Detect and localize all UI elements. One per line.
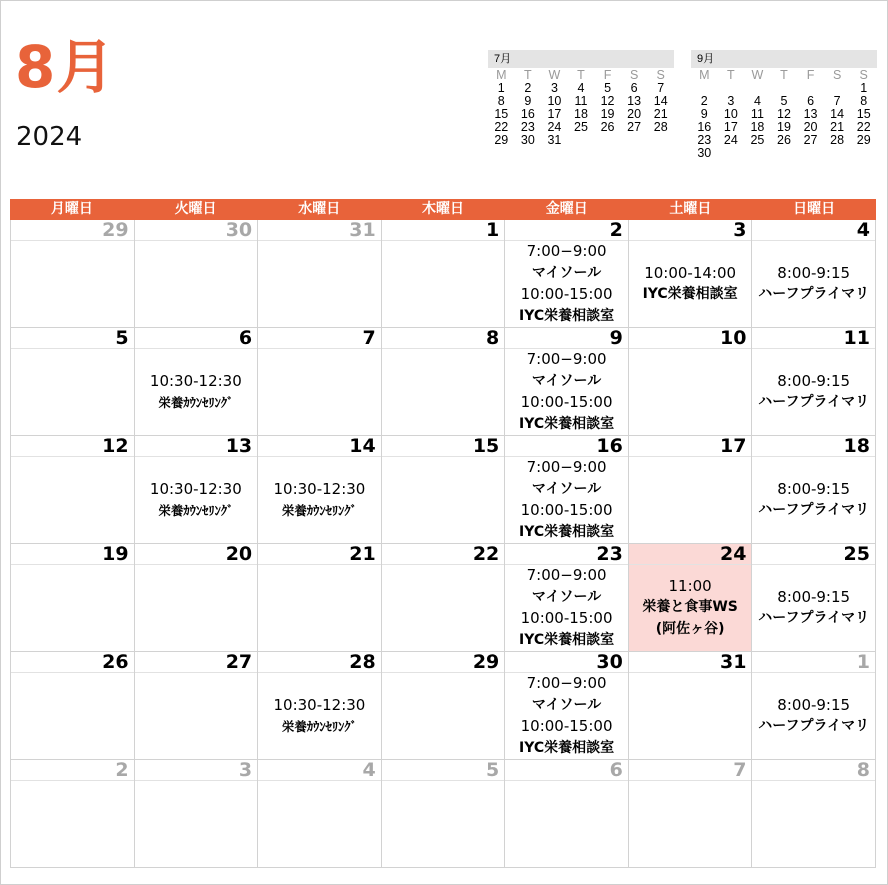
event-title: マイソール xyxy=(531,372,602,389)
event[interactable] xyxy=(519,392,614,435)
day-events xyxy=(11,673,134,759)
event-time: 10:00-15:00 xyxy=(520,717,613,735)
mini-dow-label: F xyxy=(806,68,815,82)
weekday-label: 金曜日 xyxy=(545,201,588,217)
event[interactable] xyxy=(519,284,614,327)
day-cell[interactable] xyxy=(11,220,135,328)
day-cell[interactable] xyxy=(629,760,753,868)
day-number: 28 xyxy=(258,652,381,673)
mini-day: 26 xyxy=(777,133,791,147)
day-cell[interactable] xyxy=(752,436,876,544)
mini-day: 27 xyxy=(803,133,818,147)
day-cell[interactable] xyxy=(11,328,135,436)
mini-day: 23 xyxy=(697,133,712,147)
day-cell[interactable] xyxy=(258,652,382,760)
day-events xyxy=(258,457,381,543)
day-cell[interactable] xyxy=(629,328,753,436)
event-title: IYC栄養相談室 xyxy=(519,307,615,324)
mini-dow-label: T xyxy=(524,68,532,82)
day-events xyxy=(505,349,628,435)
event-title: IYC栄養相談室 xyxy=(519,631,615,648)
mini-day: 13 xyxy=(627,94,642,108)
day-events xyxy=(505,673,628,759)
event-time: 10:30-12:30 xyxy=(149,479,242,498)
day-cell[interactable] xyxy=(382,220,506,328)
weekday-label: 日曜日 xyxy=(793,201,836,217)
day-number: 19 xyxy=(11,544,134,565)
day-cell[interactable] xyxy=(505,220,629,328)
mini-day xyxy=(771,147,798,160)
weekday-label: 土曜日 xyxy=(669,201,712,217)
day-events xyxy=(752,349,875,435)
day-cell[interactable] xyxy=(135,760,259,868)
mini-day: 21 xyxy=(830,120,845,134)
mini-day: 4 xyxy=(753,94,761,108)
day-cell[interactable] xyxy=(752,760,876,868)
event-title: IYC栄養相談室 xyxy=(519,415,615,432)
event-title: 栄養ｶｳﾝｾﾘﾝｸﾞ xyxy=(158,395,234,410)
day-events xyxy=(258,241,381,327)
day-number: 8 xyxy=(382,328,505,349)
event[interactable] xyxy=(273,695,365,738)
day-events xyxy=(135,565,258,651)
mini-dow-label: M xyxy=(496,68,507,82)
event-title: 栄養ｶｳﾝｾﾘﾝｸﾞ xyxy=(281,503,357,518)
mini-day: 1 xyxy=(860,81,868,95)
day-events xyxy=(258,673,381,759)
day-cell[interactable] xyxy=(629,436,753,544)
mini-day: 23 xyxy=(520,120,535,134)
event-time: 10:30-12:30 xyxy=(273,695,366,714)
day-cell[interactable] xyxy=(382,652,506,760)
mini-day: 2 xyxy=(524,81,532,95)
event-title: ハーフプライマリ xyxy=(758,394,870,410)
day-events xyxy=(629,457,752,543)
day-cell[interactable] xyxy=(258,328,382,436)
event-time: 8:00-9:15 xyxy=(777,263,851,282)
event-time: 7:00−9:00 xyxy=(526,242,607,260)
mini-day: 24 xyxy=(547,120,562,134)
event-time: 7:00−9:00 xyxy=(526,674,607,692)
day-cell[interactable] xyxy=(382,544,506,652)
event-time: 10:30-12:30 xyxy=(273,479,366,498)
day-cell[interactable] xyxy=(629,544,753,652)
day-number: 8 xyxy=(752,760,875,781)
mini-day: 22 xyxy=(856,120,871,134)
mini-calendar-grid xyxy=(691,68,877,160)
mini-day: 12 xyxy=(600,94,615,108)
event-time: 10:00-15:00 xyxy=(520,501,613,519)
event-title: 栄養ｶｳﾝｾﾘﾝｸﾞ xyxy=(158,503,234,518)
event-time: 10:30-12:30 xyxy=(149,371,242,390)
mini-day: 8 xyxy=(860,94,868,108)
mini-day: 24 xyxy=(723,133,738,147)
day-events xyxy=(135,241,258,327)
day-number: 2 xyxy=(11,760,134,781)
mini-day: 10 xyxy=(723,107,738,121)
mini-dow-label: T xyxy=(727,68,735,82)
event-title: IYC栄養相談室 xyxy=(642,286,738,302)
mini-day: 17 xyxy=(547,107,562,121)
event[interactable] xyxy=(527,349,607,392)
mini-day: 21 xyxy=(653,107,668,121)
day-events xyxy=(11,565,134,651)
day-number: 22 xyxy=(382,544,505,565)
day-number: 29 xyxy=(382,652,505,673)
mini-day xyxy=(594,134,621,147)
day-events xyxy=(505,565,628,651)
event[interactable] xyxy=(758,371,869,414)
mini-day: 2 xyxy=(700,94,708,108)
mini-day xyxy=(744,147,771,160)
mini-day: 30 xyxy=(697,146,712,160)
mini-day: 28 xyxy=(653,120,668,134)
event-title: マイソール xyxy=(531,264,602,281)
event-title: IYC栄養相談室 xyxy=(519,739,615,756)
mini-calendar-grid xyxy=(488,68,674,147)
weekday-label: 水曜日 xyxy=(298,201,341,217)
weekday-label: 木曜日 xyxy=(421,201,464,217)
day-number: 30 xyxy=(135,220,258,241)
day-events xyxy=(135,457,258,543)
mini-dow-label: S xyxy=(656,68,665,82)
day-number: 21 xyxy=(258,544,381,565)
day-events xyxy=(258,781,381,867)
event[interactable] xyxy=(519,608,614,651)
event-time: 10:00-15:00 xyxy=(520,609,613,627)
mini-day: 1 xyxy=(497,81,505,95)
event-title: ハーフプライマリ xyxy=(758,610,870,626)
month-calendar xyxy=(10,199,876,868)
event-time: 10:00-15:00 xyxy=(520,285,613,303)
day-events xyxy=(258,349,381,435)
day-events xyxy=(258,565,381,651)
day-cell[interactable] xyxy=(258,220,382,328)
day-events xyxy=(382,781,505,867)
day-events xyxy=(11,349,134,435)
day-events xyxy=(505,781,628,867)
day-events xyxy=(382,457,505,543)
mini-dow-label: T xyxy=(780,68,788,82)
day-events xyxy=(629,241,752,327)
mini-dow-label: S xyxy=(859,68,868,82)
day-cell[interactable] xyxy=(258,544,382,652)
event[interactable] xyxy=(527,241,607,284)
day-number: 27 xyxy=(135,652,258,673)
day-cell[interactable] xyxy=(382,760,506,868)
mini-dow-label: F xyxy=(603,68,612,82)
mini-day: 19 xyxy=(600,107,615,121)
day-events xyxy=(629,673,752,759)
event-time: 7:00−9:00 xyxy=(526,350,607,368)
day-number: 29 xyxy=(11,220,134,241)
day-cell[interactable] xyxy=(752,328,876,436)
event-title: 栄養と食事WS xyxy=(642,599,738,616)
mini-day: 10 xyxy=(547,94,562,108)
mini-day: 25 xyxy=(750,133,765,147)
mini-day: 25 xyxy=(574,120,588,134)
event[interactable] xyxy=(527,457,607,500)
day-cell[interactable] xyxy=(11,544,135,652)
day-number: 24 xyxy=(629,544,752,565)
month-title: 8月 xyxy=(15,33,116,101)
mini-day: 31 xyxy=(547,133,562,147)
day-cell[interactable] xyxy=(11,436,135,544)
mini-day: 11 xyxy=(750,107,764,121)
mini-day xyxy=(718,147,745,160)
mini-calendar-title: 9月 xyxy=(691,50,877,68)
day-cell[interactable] xyxy=(258,760,382,868)
mini-day: 5 xyxy=(780,94,788,108)
event-title: ハーフプライマリ xyxy=(758,286,870,302)
day-number: 31 xyxy=(258,220,381,241)
day-number: 20 xyxy=(135,544,258,565)
day-cell[interactable] xyxy=(135,328,259,436)
mini-day: 7 xyxy=(833,94,841,108)
mini-day xyxy=(797,147,824,160)
day-cell[interactable] xyxy=(752,652,876,760)
day-number: 6 xyxy=(135,328,258,349)
mini-day: 29 xyxy=(856,133,871,147)
calendar-grid xyxy=(10,220,876,868)
mini-day: 29 xyxy=(494,133,509,147)
day-events xyxy=(135,781,258,867)
day-events xyxy=(752,565,875,651)
mini-day: 15 xyxy=(856,107,871,121)
mini-day: 16 xyxy=(697,120,712,134)
mini-day: 7 xyxy=(657,81,665,95)
event-title: ハーフプライマリ xyxy=(758,502,870,518)
event-time: 8:00-9:15 xyxy=(777,371,851,390)
day-number: 11 xyxy=(752,328,875,349)
event[interactable] xyxy=(150,371,242,414)
day-cell[interactable] xyxy=(505,652,629,760)
day-number: 5 xyxy=(382,760,505,781)
day-events xyxy=(505,457,628,543)
day-number: 31 xyxy=(629,652,752,673)
day-number: 7 xyxy=(629,760,752,781)
event[interactable] xyxy=(527,673,607,716)
event-time: 8:00-9:15 xyxy=(777,695,851,714)
mini-dow-label: S xyxy=(629,68,639,82)
mini-day: 15 xyxy=(494,107,509,121)
year-title: 2024 xyxy=(16,122,83,152)
day-number: 1 xyxy=(752,652,875,673)
weekday-label: 火曜日 xyxy=(174,201,217,217)
day-cell[interactable] xyxy=(135,544,259,652)
event-time: 8:00-9:15 xyxy=(777,587,851,606)
mini-day: 30 xyxy=(520,133,535,147)
mini-day xyxy=(568,134,595,147)
day-number: 2 xyxy=(505,220,628,241)
mini-day: 11 xyxy=(574,94,588,108)
event[interactable] xyxy=(758,695,869,738)
mini-day xyxy=(621,134,648,147)
weekday-header xyxy=(10,199,876,220)
mini-dow-label: W xyxy=(751,68,764,82)
day-events xyxy=(629,565,752,651)
day-cell[interactable] xyxy=(11,652,135,760)
day-number: 13 xyxy=(135,436,258,457)
day-number: 25 xyxy=(752,544,875,565)
day-number: 3 xyxy=(629,220,752,241)
mini-day: 6 xyxy=(807,94,815,108)
event-time: 8:00-9:15 xyxy=(777,479,851,498)
event[interactable] xyxy=(273,479,365,522)
event-time: 10:00-15:00 xyxy=(520,393,613,411)
mini-day: 14 xyxy=(653,94,668,108)
event-time: 7:00−9:00 xyxy=(526,458,607,476)
mini-calendar-title: 7月 xyxy=(488,50,674,68)
mini-day: 14 xyxy=(830,107,845,121)
mini-day: 28 xyxy=(830,133,845,147)
day-cell[interactable] xyxy=(505,760,629,868)
mini-calendar-next xyxy=(691,50,877,160)
mini-day: 9 xyxy=(700,107,708,121)
mini-day: 6 xyxy=(630,81,638,95)
day-number: 10 xyxy=(629,328,752,349)
day-number: 14 xyxy=(258,436,381,457)
mini-day xyxy=(850,147,877,160)
event[interactable] xyxy=(758,479,869,522)
day-events xyxy=(752,457,875,543)
mini-day xyxy=(824,147,851,160)
day-cell[interactable] xyxy=(629,220,753,328)
mini-day: 13 xyxy=(803,107,818,121)
event[interactable] xyxy=(643,263,738,306)
day-number: 26 xyxy=(11,652,134,673)
day-events xyxy=(11,457,134,543)
mini-day: 18 xyxy=(574,107,588,121)
event[interactable] xyxy=(758,587,869,630)
day-number: 4 xyxy=(258,760,381,781)
mini-dow-label: M xyxy=(699,68,710,82)
mini-calendar-prev xyxy=(488,50,674,147)
day-events xyxy=(382,673,505,759)
day-cell[interactable] xyxy=(629,652,753,760)
day-cell[interactable] xyxy=(135,436,259,544)
event-title: マイソール xyxy=(531,480,602,497)
mini-day: 8 xyxy=(497,94,505,108)
mini-day: 5 xyxy=(604,81,612,95)
mini-day: 20 xyxy=(627,107,642,121)
day-events xyxy=(11,781,134,867)
mini-day: 18 xyxy=(750,120,765,134)
day-events xyxy=(382,565,505,651)
weekday-label: 月曜日 xyxy=(50,201,93,217)
event[interactable] xyxy=(527,565,607,608)
mini-day: 3 xyxy=(727,94,735,108)
day-events xyxy=(505,241,628,327)
mini-day: 3 xyxy=(550,81,558,95)
day-number: 30 xyxy=(505,652,628,673)
mini-dow-label: S xyxy=(832,68,842,82)
day-events xyxy=(135,349,258,435)
mini-day: 16 xyxy=(520,107,535,121)
day-events xyxy=(752,781,875,867)
day-events xyxy=(11,241,134,327)
mini-dow-label: W xyxy=(548,68,561,82)
day-events xyxy=(752,673,875,759)
day-events xyxy=(629,349,752,435)
mini-day: 22 xyxy=(494,120,509,134)
day-number: 15 xyxy=(382,436,505,457)
mini-day: 12 xyxy=(777,107,791,121)
event[interactable] xyxy=(519,716,614,759)
day-number: 4 xyxy=(752,220,875,241)
event-title: マイソール xyxy=(531,696,602,713)
day-cell[interactable] xyxy=(382,328,506,436)
event[interactable] xyxy=(150,479,242,522)
event-title: ハーフプライマリ xyxy=(758,718,870,734)
event-time: 10:00-14:00 xyxy=(644,263,737,282)
day-cell[interactable] xyxy=(505,328,629,436)
mini-day: 19 xyxy=(777,120,791,134)
day-cell[interactable] xyxy=(752,544,876,652)
day-cell[interactable] xyxy=(505,544,629,652)
day-cell[interactable] xyxy=(752,220,876,328)
day-events xyxy=(135,673,258,759)
event[interactable] xyxy=(758,263,869,306)
mini-day: 9 xyxy=(524,94,532,108)
event-time: 7:00−9:00 xyxy=(526,566,607,584)
day-events xyxy=(382,349,505,435)
day-number: 1 xyxy=(382,220,505,241)
day-events xyxy=(752,241,875,327)
day-number: 6 xyxy=(505,760,628,781)
day-number: 16 xyxy=(505,436,628,457)
mini-day xyxy=(647,134,674,147)
event[interactable] xyxy=(642,576,738,619)
mini-day: 27 xyxy=(627,120,642,134)
day-events xyxy=(382,241,505,327)
day-number: 9 xyxy=(505,328,628,349)
day-number: 17 xyxy=(629,436,752,457)
event-title: IYC栄養相談室 xyxy=(519,523,615,540)
day-number: 3 xyxy=(135,760,258,781)
mini-day: 26 xyxy=(600,120,615,134)
event[interactable] xyxy=(519,500,614,543)
day-number: 23 xyxy=(505,544,628,565)
day-cell[interactable] xyxy=(135,220,259,328)
day-events xyxy=(629,781,752,867)
day-cell[interactable] xyxy=(135,652,259,760)
mini-day: 4 xyxy=(577,81,585,95)
mini-day: 20 xyxy=(803,120,818,134)
day-number: 7 xyxy=(258,328,381,349)
event-title: 栄養ｶｳﾝｾﾘﾝｸﾞ xyxy=(281,719,357,734)
day-cell[interactable] xyxy=(505,436,629,544)
day-cell[interactable] xyxy=(382,436,506,544)
day-number: 12 xyxy=(11,436,134,457)
mini-dow-label: T xyxy=(577,68,585,82)
day-number: 18 xyxy=(752,436,875,457)
event-title: (阿佐ヶ谷) xyxy=(655,620,725,637)
event-time: 11:00 xyxy=(668,576,712,595)
event-title: マイソール xyxy=(531,588,602,605)
day-number: 5 xyxy=(11,328,134,349)
day-cell[interactable] xyxy=(11,760,135,868)
day-cell[interactable] xyxy=(258,436,382,544)
mini-day: 17 xyxy=(723,120,738,134)
event[interactable] xyxy=(656,619,725,641)
